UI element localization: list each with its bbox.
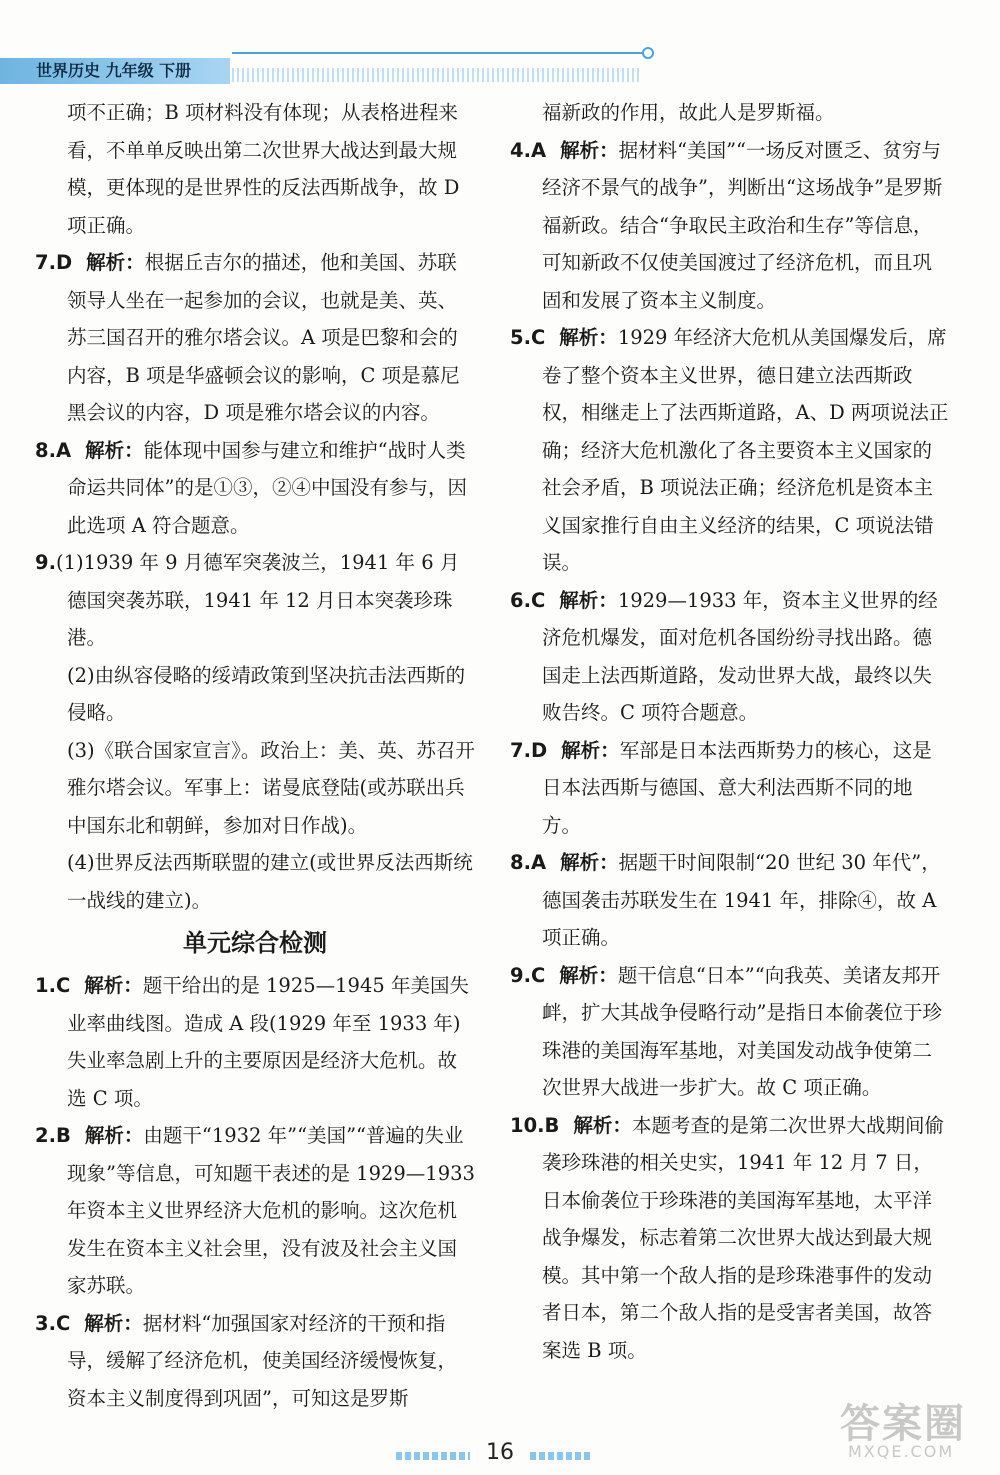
answer-number: 5.C	[510, 326, 546, 349]
page-header	[0, 44, 1000, 84]
analysis-label: 解析：	[84, 1311, 143, 1335]
answer-text: 题干给出的是 1925—1945 年美国失业率曲线图。造成 A 段(1929 年至 1933 年)失业率急剧上升的主要原因是经济大危机。故选 C 项。	[67, 974, 469, 1110]
unit-answer-6	[510, 582, 950, 732]
answer-text: 能体现中国参与建立和维护“战时人类命运共同体”的是①③，②④中国没有参与，因此选项 A 符合题意。	[67, 438, 467, 537]
unit-answer-10	[510, 1107, 950, 1370]
answer-number: 9.	[35, 551, 56, 574]
answer-text: 题干信息“日本”“向我英、美诸友邦开衅，扩大其战争侵略行动”是指日本偷袭位于珍珠港的美国海军基地，对美国发动战争使第二次世界大战进一步扩大。故 C 项正确。	[542, 963, 942, 1099]
header-rule	[232, 52, 644, 54]
answer-text: 据材料“加强国家对经济的干预和指导，缓解了经济危机，使美国经济缓慢恢复，资本主义制度得到巩固”，可知这是罗斯	[67, 1311, 458, 1410]
analysis-label: 解析：	[84, 1124, 144, 1147]
answer-text: 军部是日本法西斯势力的核心，这是日本法西斯与德国、意大利法西斯不同的地方。	[542, 738, 932, 837]
answer-6-continued: 项不正确；B 项材料没有体现；从表格进程来看，不单单反映出第二次世界大战达到最大规模，更体现的是世界性的反法西斯战争，故 D 项正确。	[67, 101, 460, 237]
book-title: 世界历史 九年级 下册	[36, 61, 192, 80]
unit-answer-8	[510, 844, 950, 957]
answer-text: 1929 年经济大危机从美国爆发后，席卷了整个资本主义世界，德日建立法西斯政权，相继走上了法西斯道路，A、D 两项说法正确；经济大危机激化了各主要资本主义国家的社会矛盾，B 项说法正确；经济危机是资本主义国家推行自由主义经济的结果，C 项说法错误。	[542, 326, 949, 574]
analysis-label: 解析：	[86, 251, 145, 274]
answer-number: 7.D	[35, 251, 73, 274]
answer-text: 由题干“1932 年”“美国”“普遍的失业现象”等信息，可知题干表述的是 1929—1933 年资本主义世界经济大危机的影响。这次危机发生在资本主义社会里，没有波及社会主义国家苏联。	[67, 1124, 475, 1297]
right-column	[510, 100, 950, 1369]
analysis-label: 解析：	[559, 326, 618, 349]
analysis-label: 解析：	[560, 851, 619, 874]
analysis-label: 解析：	[559, 963, 618, 987]
left-column	[35, 100, 475, 1417]
header-stripe	[232, 68, 642, 82]
answer-9-part-1	[35, 544, 475, 657]
answer-number: 3.C	[35, 1311, 71, 1335]
analysis-label: 解析：	[84, 974, 143, 997]
answer-text: 1929—1933 年，资本主义世界的经济危机爆发，面对危机各国纷纷寻找出路。德国走上法西斯道路，发动世界大战，最终以失败告终。C 项符合题意。	[542, 588, 938, 724]
answer-number: 6.C	[510, 588, 546, 612]
unit-answer-2	[35, 1117, 475, 1305]
answer-number: 2.B	[35, 1124, 71, 1147]
answer-text: 据题干时间限制“20 世纪 30 年代”，德国袭击苏联发生在 1941 年，排除④，故 A 项正确。	[542, 851, 941, 949]
analysis-label: 解析：	[559, 588, 618, 612]
answer-number: 10.B	[510, 1113, 560, 1137]
page-number: 16	[486, 1440, 514, 1465]
unit-answer-9	[510, 957, 950, 1107]
unit-answer-7	[510, 732, 950, 845]
answer-number: 1.C	[35, 974, 71, 997]
header-dot-icon	[642, 47, 654, 59]
unit-answer-3	[35, 1305, 475, 1418]
unit-answer-3-continued: 福新政的作用，故此人是罗斯福。	[542, 101, 835, 124]
analysis-label: 解析：	[561, 738, 620, 762]
analysis-label: 解析：	[573, 1113, 632, 1137]
answer-number: 8.A	[35, 438, 72, 462]
answer-9-part-3: (3)《联合国家宣言》。政治上：美、英、苏召开雅尔塔会议。军事上：诺曼底登陆(或苏联出兵中国东北和朝鲜，参加对日作战)。	[67, 738, 475, 837]
answer-9-part-4: (4)世界反法西斯联盟的建立(或世界反法西斯统一战线的建立)。	[67, 851, 473, 912]
unit-answer-4	[510, 132, 950, 320]
footer-decoration	[396, 1452, 470, 1460]
unit-answer-1	[35, 967, 475, 1117]
answer-text: 据材料“美国”“一场反对匮乏、贫穷与经济不景气的战争”，判断出“这场战争”是罗斯福新政。结合“争取民主政治和生存”等信息，可知新政不仅使美国渡过了经济危机，而且巩固和发展了资本主义制度。	[542, 138, 943, 312]
answer-text: 根据丘吉尔的描述，他和美国、苏联领导人坐在一起参加的会议，也就是美、英、苏三国召开的雅尔塔会议。A 项是巴黎和会的内容，B 项是华盛顿会议的影响，C 项是慕尼黑会议的内容，D 项是雅尔塔会议的内容。	[67, 251, 460, 424]
answer-8	[35, 432, 475, 545]
answer-text: 本题考查的是第二次世界大战期间偷袭珍珠港的相关史实，1941 年 12 月 7 日，日本偷袭位于珍珠港的美国海军基地，太平洋战争爆发，标志着第二次世界大战达到最大规模。其中第一个敌人指的是珍珠港事件的发动者日本，第二个敌人指的是受害者美国，故答案选 B 项。	[542, 1113, 944, 1362]
answer-number: 9.C	[510, 963, 546, 987]
answer-7	[35, 244, 475, 432]
answer-number: 4.A	[510, 138, 547, 162]
answer-number: 8.A	[510, 851, 547, 874]
answer-number: 7.D	[510, 738, 548, 762]
watermark-logo	[840, 1392, 990, 1470]
analysis-label: 解析：	[85, 438, 144, 462]
footer-decoration	[530, 1452, 590, 1460]
watermark-url: MXQE.COM	[848, 1442, 955, 1461]
answer-text: (1)1939 年 9 月德军突袭波兰，1941 年 6 月德国突袭苏联，1941 年 12 月日本突袭珍珠港。	[55, 551, 460, 649]
answer-9-part-2: (2)由纵容侵略的绥靖政策到坚决抗击法西斯的侵略。	[67, 663, 466, 724]
unit-answer-5	[510, 319, 950, 582]
section-title: 单元综合检测	[183, 929, 327, 957]
analysis-label: 解析：	[560, 138, 619, 162]
watermark-text: 答案圈	[840, 1401, 966, 1447]
